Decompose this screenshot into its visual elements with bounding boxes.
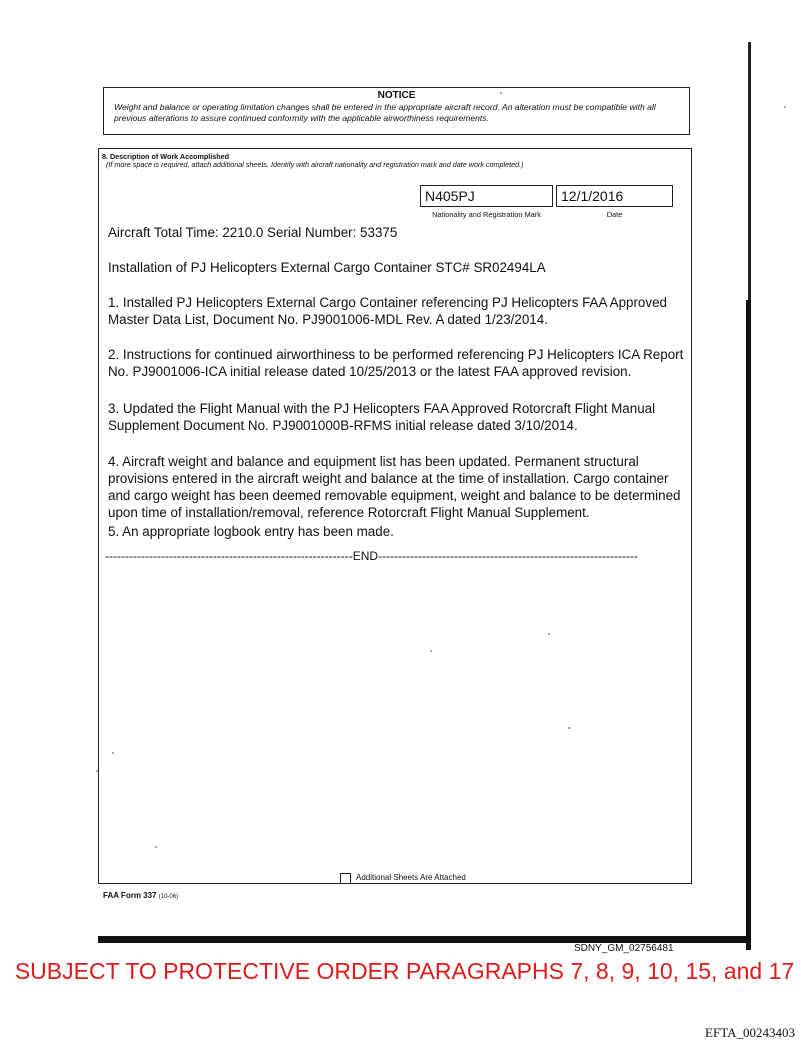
scan-speck [784,106,786,108]
protective-order-banner: SUBJECT TO PROTECTIVE ORDER PARAGRAPHS 7, 8, 9, 10, 15, and 17 [14,958,795,984]
work-item-2: 2. Instructions for continued airworthiness to be performed referencing PJ Helicopters ICA Report No. PJ9001006-ICA initial release dated 10/25/2013 or the latest FAA approved revision. [108,347,684,379]
date-field[interactable]: 12/1/2016 [556,185,673,207]
form-revision: (10-06) [158,894,179,900]
end-marker: --------------------------------------------------------------END----------------------------------------------------------------- [105,549,638,563]
notice-title: NOTICE [377,90,416,101]
section-title: 8. Description of Work Accomplished [102,152,230,161]
notice-box [103,87,690,135]
form-identifier [103,891,178,900]
additional-sheets-label: Additional Sheets Are Attached [356,873,466,882]
work-item-5: 5. An appropriate logbook entry has been made. [108,524,394,539]
installation-line: Installation of PJ Helicopters External Cargo Container STC# SR02494LA [108,260,546,275]
bates-number: SDNY_GM_02756481 [574,943,674,954]
work-item-4: 4. Aircraft weight and balance and equipment list has been updated. Permanent structural provisions entered in the aircraft weight and balance at the time of installation. Cargo container and cargo weight has been deemed removable equipment, weight and balance to be determined upon time of installation/removal, reference Rotorcraft Flight Manual Supplement. [108,454,681,520]
form-number: FAA Form 337 [103,891,157,900]
section-instructions: (If more space is required, attach additional sheets. Identify with aircraft nationality and registration mark and date work completed.) [106,160,524,169]
aircraft-total-time: Aircraft Total Time: 2210.0 Serial Number: 53375 [108,225,398,240]
notice-text: Weight and balance or operating limitation changes shall be entered in the appropriate aircraft record. An alteration must be compatible with all previous alterations to assure continued conformity with the applicable airworthiness requirements. [114,102,656,123]
date-label: Date [606,210,623,219]
registration-mark-label: Nationality and Registration Mark [432,210,541,219]
scan-border-bottom [98,936,751,943]
work-item-1: 1. Installed PJ Helicopters External Cargo Container referencing PJ Helicopters FAA Approved Master Data List, Document No. PJ9001006-MDL Rev. A dated 1/23/2014. [108,295,667,327]
work-item-3: 3. Updated the Flight Manual with the PJ Helicopters FAA Approved Rotorcraft Flight Manual Supplement Document No. PJ9001000B-RFMS initial release dated 3/10/2014. [108,401,656,433]
registration-mark-field[interactable]: N405PJ [420,185,553,207]
scan-border-right-thick [746,300,751,950]
additional-sheets-checkbox[interactable] [340,873,351,884]
efta-number: EFTA_00243403 [705,1025,795,1040]
